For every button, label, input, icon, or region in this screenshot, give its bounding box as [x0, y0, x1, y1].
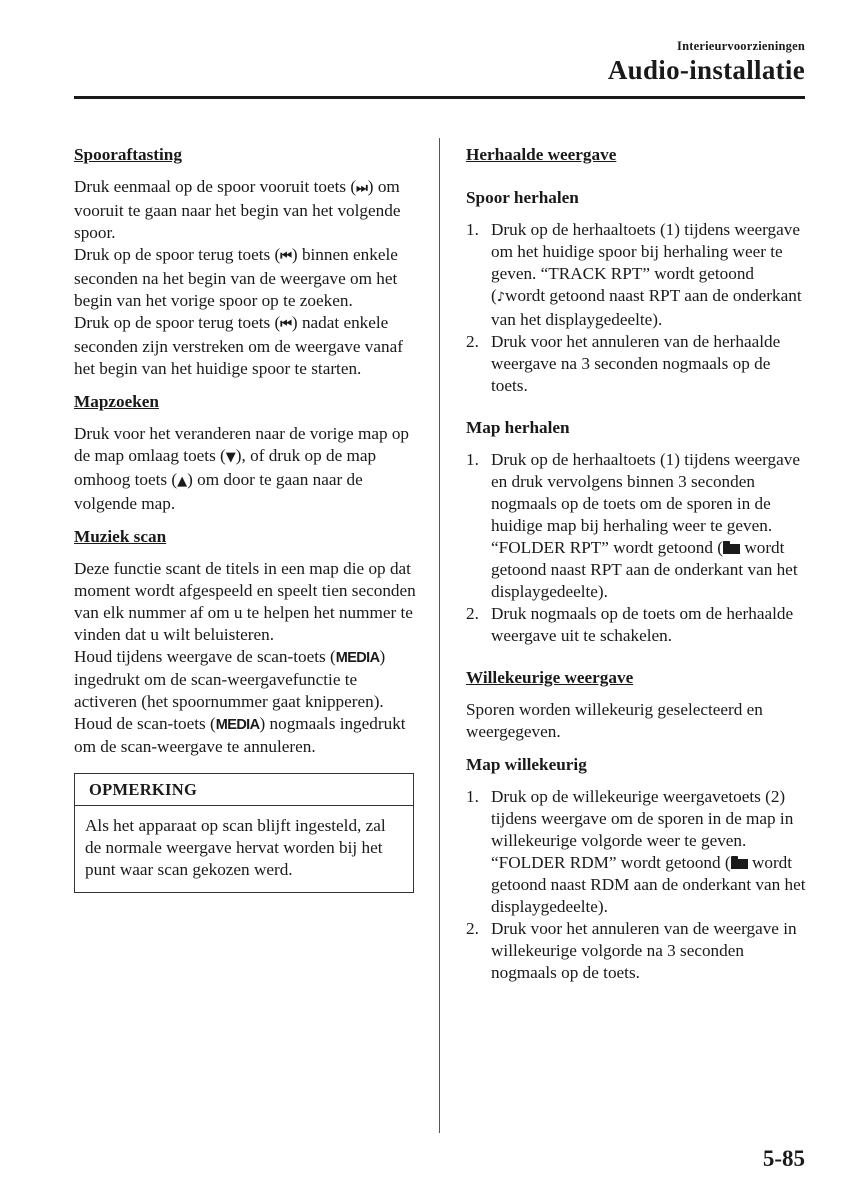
random-intro: Sporen worden willekeurig geselecteerd en weergegeven.	[466, 700, 763, 741]
music-scan-paragraph-2: Houd tijdens weergave de scan-toets (MEDIA) ingedrukt om de scan-weergavefunctie te activeren (het spoornummer gaat knipperen). Houd de scan-toets (MEDIA) nogmaals ingedrukt om de scan-weergave te annuleren.	[74, 647, 406, 756]
column-divider	[439, 138, 440, 1133]
music-scan-heading: Muziek scan	[74, 527, 167, 546]
page-number: 5-85	[762, 1146, 805, 1171]
list-item: 2. Druk nogmaals op de toets om de herhaalde weergave uit te schakelen.	[466, 604, 794, 645]
right-column	[466, 144, 811, 984]
folder-icon	[723, 541, 740, 554]
list-item: 2. Druk voor het annuleren van de weergave in willekeurige volgorde na 3 seconden nogmaals op de toets.	[466, 919, 797, 982]
media-button-label: MEDIA	[335, 650, 380, 666]
list-item: 1. Druk op de herhaaltoets (1) tijdens weergave om het huidige spoor bij herhaling weer te geven. “TRACK RPT” wordt getoond (♪wordt getoond naast RPT aan de onderkant van het displaygedeelte).	[466, 220, 802, 329]
list-item: 2. Druk voor het annuleren van de herhaalde weergave na 3 seconden nogmaals op de toets.	[466, 332, 781, 395]
folder-random-subheading: Map willekeurig	[466, 755, 587, 774]
track-previous-icon: ⏮	[280, 249, 292, 264]
track-scan-paragraph-1: Druk eenmaal op de spoor vooruit toets (⏭) om vooruit te gaan naar het begin van het volgende spoor.	[74, 177, 401, 242]
track-next-icon: ⏭	[356, 181, 368, 196]
media-button-label: MEDIA	[215, 717, 260, 733]
track-scan-heading: Spooraftasting	[74, 145, 182, 164]
left-column	[74, 144, 419, 893]
music-note-icon: ♪	[496, 290, 506, 305]
track-previous-icon: ⏮	[280, 317, 292, 332]
folder-icon	[731, 856, 748, 869]
track-scan-paragraph-2: Druk op de spoor terug toets (⏮) binnen enkele seconden na het begin van de weergave om het begin van het vorige spoor op te zoeken.	[74, 245, 398, 310]
random-heading: Willekeurige weergave	[466, 668, 634, 687]
page-title: Audio-installatie	[607, 55, 805, 85]
folder-search-heading: Mapzoeken	[74, 392, 159, 411]
track-repeat-subheading: Spoor herhalen	[466, 188, 579, 207]
list-item: 1. Druk op de willekeurige weergavetoets (2) tijdens weergave om de sporen in de map in willekeurige volgorde weer te geven. “FOLDER RDM” wordt getoond ( wordt getoond naast RDM aan de onderkant van het displaygedeelte).	[466, 787, 806, 916]
folder-repeat-steps	[466, 449, 811, 647]
music-scan-paragraph-1: Deze functie scant de titels in een map die op dat moment wordt afgespeeld en speelt tien seconden van elk nummer af om u te helpen het nummer te vinden dat u wilt beluisteren.	[74, 559, 416, 644]
folder-down-icon: ▼	[225, 450, 236, 465]
folder-repeat-subheading: Map herhalen	[466, 418, 570, 437]
track-repeat-steps	[466, 219, 811, 397]
folder-search-paragraph: Druk voor het veranderen naar de vorige map op de map omlaag toets (▼), of druk op de map omhoog toets (▲) om door te gaan naar de volgende map.	[74, 424, 410, 513]
header-section-label: Interieurvoorzieningen	[677, 39, 805, 53]
folder-random-steps	[466, 786, 811, 984]
header-rule	[74, 96, 805, 99]
note-box	[74, 773, 414, 893]
list-item: 1. Druk op de herhaaltoets (1) tijdens weergave en druk vervolgens binnen 3 seconden nogmaals op de toets om de sporen in de huidige map bij herhaling weer te geven. “FOLDER RPT” wordt getoond ( wordt getoond naast RPT aan de onderkant van het displaygedeelte).	[466, 450, 800, 601]
note-title: OPMERKING	[75, 774, 413, 806]
note-text: Als het apparaat op scan blijft ingesteld, zal de normale weergave hervat worden bij het punt waar scan gekozen werd.	[85, 816, 386, 879]
repeat-heading: Herhaalde weergave	[466, 145, 617, 164]
folder-up-icon: ▲	[177, 474, 188, 489]
track-scan-paragraph-3: Druk op de spoor terug toets (⏮) nadat enkele seconden zijn verstreken om de weergave vanaf het begin van het huidige spoor te starten.	[74, 313, 403, 378]
